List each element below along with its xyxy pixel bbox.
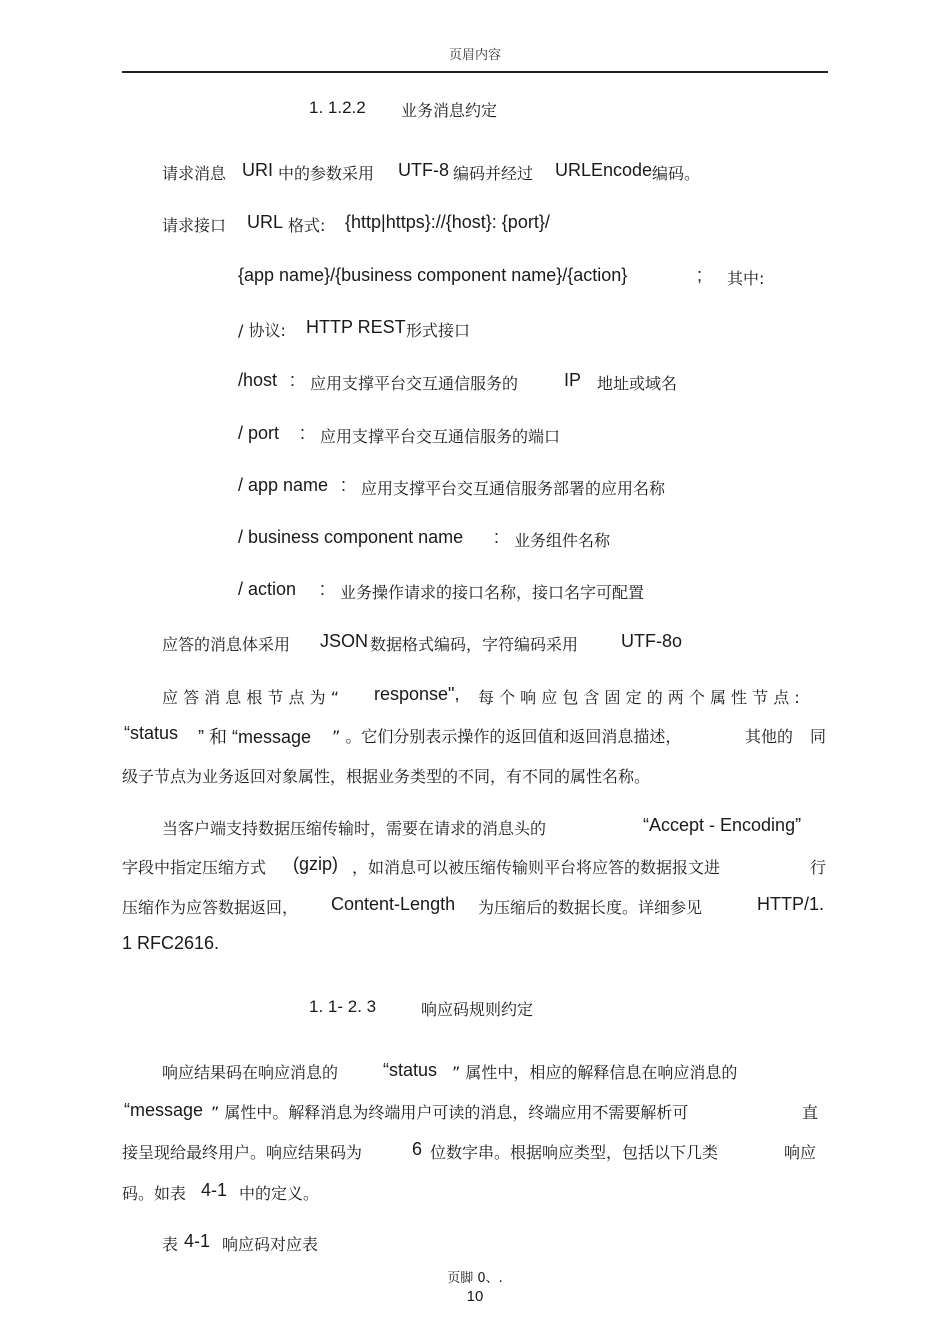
paragraph-text: 格式: bbox=[288, 216, 326, 235]
paragraph-text: 编码。 bbox=[652, 164, 701, 183]
paragraph-text: ” 属性中。解释消息为终端用户可读的消息，终端应用不需要解析可 bbox=[211, 1103, 689, 1122]
section-heading-title: 业务消息约定 bbox=[401, 101, 498, 120]
paragraph-text: ” 。它们分别表示操作的返回值和返回消息描述， bbox=[332, 727, 682, 746]
definition-colon: : bbox=[300, 423, 306, 443]
definition-key: / port bbox=[238, 423, 280, 443]
definition-value: 应用支撑平台交互通信服务部署的应用名称 bbox=[361, 479, 666, 498]
definition-value: IP bbox=[564, 370, 582, 390]
definition-value: 业务组件名称 bbox=[514, 531, 611, 550]
definition-colon: : bbox=[494, 527, 500, 547]
paragraph-text: 编码并经过 bbox=[453, 164, 534, 183]
paragraph-text: 直 bbox=[802, 1103, 819, 1122]
paragraph-text: “status bbox=[383, 1060, 438, 1080]
paragraph-text: 当客户端支持数据压缩传输时，需要在请求的消息头的 bbox=[162, 819, 547, 838]
paragraph-text: 中的参数采用 bbox=[278, 164, 375, 183]
paragraph-text: UTF-8 bbox=[398, 160, 449, 180]
paragraph-text: “message bbox=[124, 1100, 204, 1120]
paragraph-text: “status bbox=[124, 723, 179, 743]
paragraph-text: Content-Length bbox=[331, 894, 456, 914]
section-heading-number: 1. 1.2.2 bbox=[309, 98, 366, 117]
paragraph-text: response", bbox=[374, 684, 460, 704]
section-heading-title: 响应码规则约定 bbox=[421, 1000, 534, 1019]
paragraph-text: 其中: bbox=[727, 269, 765, 288]
paragraph-text: 压缩作为应答数据返回， bbox=[122, 898, 299, 917]
paragraph-text: URL bbox=[247, 212, 284, 232]
url-format-path: {app name}/{business component name}/{action} bbox=[238, 265, 628, 285]
paragraph-text: 接呈现给最终用户。响应结果码为 bbox=[122, 1143, 363, 1162]
definition-colon: : bbox=[290, 370, 296, 390]
table-caption-title: 响应码对应表 bbox=[222, 1235, 319, 1254]
paragraph-text: 应 答 消 息 根 节 点 为 “ bbox=[162, 688, 339, 707]
paragraph-text: 行 bbox=[810, 858, 827, 877]
paragraph-text: URI bbox=[242, 160, 273, 180]
paragraph-text: 级子节点为业务返回对象属性，根据业务类型的不同，有不同的属性名称。 bbox=[122, 767, 651, 786]
paragraph-text: 4-1 bbox=[201, 1180, 228, 1200]
definition-value: 形式接口 bbox=[406, 321, 471, 340]
definition-key: / business component name bbox=[238, 527, 464, 547]
paragraph-text: 字段中指定压缩方式 bbox=[122, 858, 267, 877]
paragraph-text: 每 个 响 应 包 含 固 定 的 两 个 属 性 节 点 : bbox=[478, 688, 800, 707]
paragraph-text: UTF-8o bbox=[621, 631, 683, 651]
url-format: {http|https}://{host}: {port}/ bbox=[345, 212, 550, 232]
paragraph-text: HTTP/1. bbox=[757, 894, 825, 914]
paragraph-text: 为压缩后的数据长度。详细参见 bbox=[478, 898, 703, 917]
paragraph-text: (gzip) bbox=[293, 854, 339, 874]
paragraph-text: 数据格式编码，字符编码采用 bbox=[370, 635, 579, 654]
paragraph-text: ” 属性中，相应的解释信息在响应消息的 bbox=[452, 1063, 738, 1082]
table-caption-number: 4-1 bbox=[184, 1231, 211, 1251]
paragraph-text: ; bbox=[697, 265, 703, 285]
paragraph-text: 中的定义。 bbox=[239, 1184, 320, 1203]
definition-value: 业务操作请求的接口名称，接口名字可配置 bbox=[340, 583, 645, 602]
paragraph-text: 其他的 bbox=[745, 727, 794, 746]
definition-value: 应用支撑平台交互通信服务的 bbox=[310, 374, 519, 393]
header-divider bbox=[122, 71, 828, 73]
definition-value: 地址或域名 bbox=[597, 374, 678, 393]
paragraph-text: JSON bbox=[320, 631, 369, 651]
paragraph-text: 码。如表 bbox=[122, 1184, 187, 1203]
paragraph-text: URLEncode bbox=[555, 160, 653, 180]
definition-value: 应用支撑平台交互通信服务的端口 bbox=[320, 427, 561, 446]
paragraph-text: ” 和 “message bbox=[198, 727, 312, 747]
definition-colon: : bbox=[320, 579, 326, 599]
section-heading-number: 1. 1- 2. 3 bbox=[309, 997, 377, 1016]
definition-key: HTTP REST bbox=[306, 317, 406, 337]
definition-key: /host bbox=[238, 370, 278, 390]
page-header: 页眉内容 bbox=[448, 48, 501, 63]
paragraph-text: 请求接口 bbox=[162, 216, 227, 235]
definition-key: / app name bbox=[238, 475, 329, 495]
page-footer: 页脚 0、. bbox=[447, 1271, 503, 1286]
definition-key: / 协议: bbox=[238, 321, 286, 340]
paragraph-text: 应答的消息体采用 bbox=[162, 635, 291, 654]
paragraph-text: 位数字串。根据响应类型，包括以下几类 bbox=[430, 1143, 719, 1162]
paragraph-text: 响应 bbox=[784, 1143, 817, 1162]
paragraph-text: 1 RFC2616. bbox=[122, 933, 220, 953]
definition-key: / action bbox=[238, 579, 297, 599]
table-caption: 表 bbox=[162, 1235, 179, 1254]
paragraph-text: 同 bbox=[810, 727, 827, 746]
paragraph-text: “Accept - Encoding” bbox=[643, 815, 802, 835]
page-number: 10 bbox=[466, 1288, 484, 1305]
paragraph-text: 请求消息 bbox=[162, 164, 227, 183]
definition-colon: : bbox=[341, 475, 347, 495]
paragraph-text: 6 bbox=[412, 1139, 423, 1159]
paragraph-text: 响应结果码在响应消息的 bbox=[162, 1063, 339, 1082]
paragraph-text: ，如消息可以被压缩传输则平台将应答的数据报文进 bbox=[352, 858, 721, 877]
